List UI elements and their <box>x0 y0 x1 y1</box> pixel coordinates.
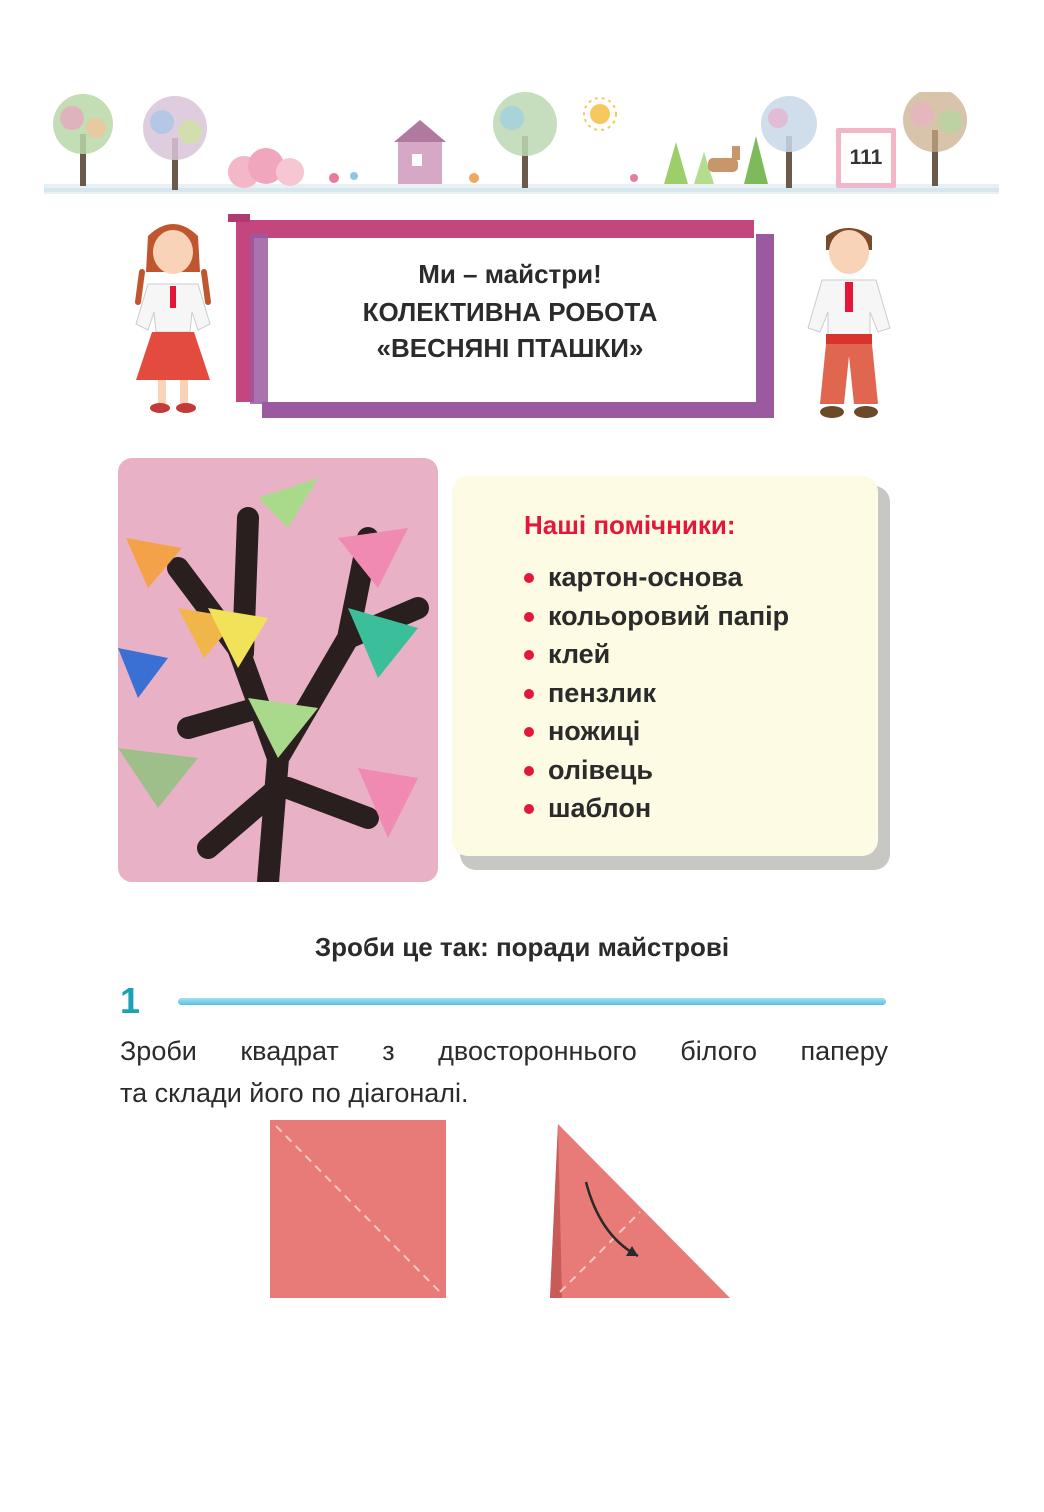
title-line: «ВЕСНЯНІ ПТАШКИ» <box>376 333 644 363</box>
girl-illustration <box>118 212 228 422</box>
list-item: олівець <box>524 751 789 790</box>
house-icon <box>394 120 446 184</box>
list-item: картон-основа <box>524 558 789 597</box>
list-item: кольоровий папір <box>524 597 789 636</box>
step-instruction-line: та склади його по діагоналі. <box>120 1078 469 1108</box>
list-item: шаблон <box>524 789 789 828</box>
tree-icon <box>493 92 557 188</box>
craft-photo <box>118 458 438 882</box>
list-item: клей <box>524 635 789 674</box>
bush-icon <box>228 148 304 188</box>
list-item: пензлик <box>524 674 789 713</box>
step-number: 1 <box>120 980 141 1021</box>
helpers-panel <box>452 476 878 856</box>
list-item: ножиці <box>524 712 789 751</box>
title-line: КОЛЕКТИВНА РОБОТА <box>362 297 658 327</box>
fold-diagram <box>260 1116 760 1306</box>
tree-icon <box>903 92 967 186</box>
section-heading: Зроби це так: поради майстрові <box>314 932 730 962</box>
helpers-heading: Наші помічники: <box>524 510 736 540</box>
title-block <box>260 254 760 366</box>
tree-icon <box>761 96 817 188</box>
page-number: 111 <box>841 133 891 183</box>
step-instruction-line: Зроби квадрат з двостороннього білого паперу <box>120 1036 888 1066</box>
paper-square <box>270 1120 446 1298</box>
step-divider <box>178 998 886 1005</box>
folded-triangle <box>550 1124 730 1298</box>
helpers-list <box>524 558 789 828</box>
step-instruction <box>120 1030 888 1114</box>
deer-icon <box>708 146 740 172</box>
title-line: Ми – майстри! <box>418 259 602 289</box>
tree-icon <box>143 96 207 190</box>
sun-icon <box>584 98 616 130</box>
boy-illustration <box>798 216 898 428</box>
page-number-badge <box>836 128 896 188</box>
tree-icon <box>53 94 113 186</box>
